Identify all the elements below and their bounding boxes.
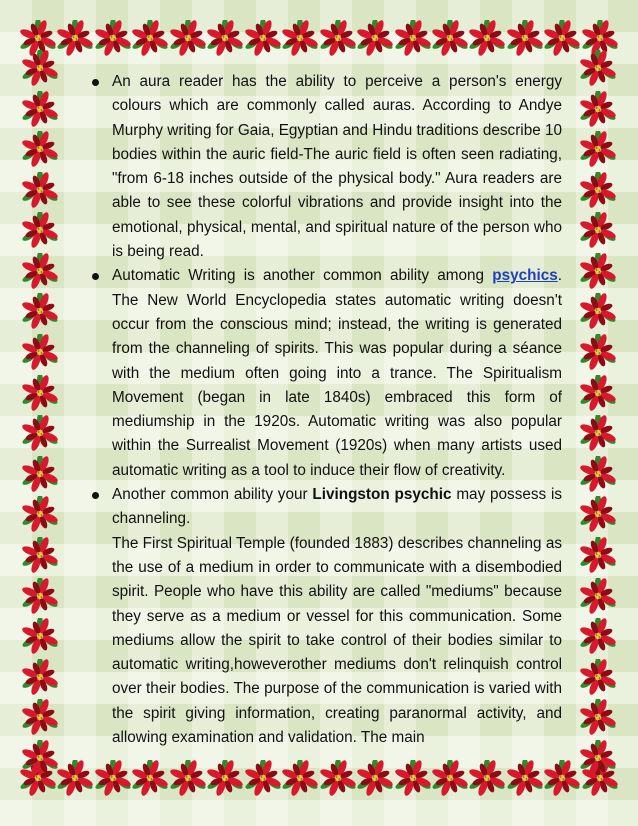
poinsettia-icon bbox=[580, 375, 616, 411]
poinsettia-icon bbox=[580, 212, 616, 248]
poinsettia-icon bbox=[22, 172, 58, 208]
poinsettia-icon bbox=[22, 618, 58, 654]
poinsettia-icon bbox=[580, 293, 616, 329]
poinsettia-icon bbox=[395, 760, 431, 796]
poinsettia-icon bbox=[170, 20, 206, 56]
border-right bbox=[578, 50, 618, 776]
poinsettia-icon bbox=[580, 740, 616, 776]
poinsettia-icon bbox=[22, 253, 58, 289]
poinsettia-icon bbox=[357, 760, 393, 796]
poinsettia-icon bbox=[580, 659, 616, 695]
poinsettia-icon bbox=[22, 375, 58, 411]
ability-list bbox=[92, 70, 562, 750]
poinsettia-icon bbox=[22, 91, 58, 127]
poinsettia-icon bbox=[22, 578, 58, 614]
poinsettia-icon bbox=[580, 456, 616, 492]
poinsettia-icon bbox=[469, 760, 505, 796]
channeling-intro: Another common ability your bbox=[112, 486, 313, 504]
poinsettia-icon bbox=[432, 20, 468, 56]
border-bottom bbox=[20, 760, 618, 800]
border-top bbox=[20, 20, 618, 60]
poinsettia-icon bbox=[357, 20, 393, 56]
poinsettia-icon bbox=[22, 537, 58, 573]
poinsettia-icon bbox=[22, 212, 58, 248]
poinsettia-icon bbox=[22, 334, 58, 370]
poinsettia-icon bbox=[57, 760, 93, 796]
poinsettia-icon bbox=[22, 456, 58, 492]
bullet-icon bbox=[92, 79, 99, 86]
poinsettia-icon bbox=[22, 496, 58, 532]
poinsettia-icon bbox=[580, 537, 616, 573]
poinsettia-icon bbox=[95, 760, 131, 796]
channeling-intro-end: may possess is channeling. bbox=[112, 486, 563, 528]
poinsettia-icon bbox=[22, 131, 58, 167]
poinsettia-icon bbox=[580, 91, 616, 127]
poinsettia-icon bbox=[580, 172, 616, 208]
automatic-writing-body: . The New World Encyclopedia states automatic writing doesn't occur from the conscious mind; instead, the writing is generated from the channeling of spirits. This was popular during a séance with the medium often going into a trance. The Spiritualism Movement (began in late 1840s) embraced this form of mediumship in the 1920s. Automatic writing was also popular within the Surrealist Movement (1920s) when many artists used automatic writing as a tool to induce their flow of creativity. bbox=[112, 267, 562, 479]
poinsettia-icon bbox=[320, 20, 356, 56]
poinsettia-icon bbox=[282, 20, 318, 56]
automatic-writing-intro: Automatic Writing is another common ability among bbox=[112, 267, 493, 285]
livingston-psychic-emphasis: Livingston psychic bbox=[312, 486, 452, 504]
poinsettia-icon bbox=[507, 760, 543, 796]
poinsettia-icon bbox=[132, 20, 168, 56]
psychics-link[interactable]: psychics bbox=[492, 267, 558, 285]
poinsettia-icon bbox=[207, 760, 243, 796]
poinsettia-icon bbox=[22, 293, 58, 329]
poinsettia-icon bbox=[580, 699, 616, 735]
poinsettia-icon bbox=[22, 740, 58, 776]
poinsettia-icon bbox=[544, 760, 580, 796]
poinsettia-icon bbox=[580, 496, 616, 532]
poinsettia-icon bbox=[170, 760, 206, 796]
poinsettia-icon bbox=[580, 131, 616, 167]
document-body bbox=[92, 70, 562, 750]
poinsettia-icon bbox=[580, 618, 616, 654]
poinsettia-icon bbox=[22, 50, 58, 86]
poinsettia-icon bbox=[580, 334, 616, 370]
poinsettia-icon bbox=[95, 20, 131, 56]
poinsettia-icon bbox=[207, 20, 243, 56]
poinsettia-icon bbox=[282, 760, 318, 796]
poinsettia-icon bbox=[580, 415, 616, 451]
channeling-paragraph: The First Spiritual Temple (founded 1883) describes channeling as the use of a medium in order to communicate with a disembodied spirit. People who have this ability are called "mediums" because they serve as a medium or vessel for this communication. Some mediums allow the spirit to take control of their bodies similar to automatic writing,howeverother mediums don't relinquish control over their bodies. The purpose of the communication is varied with the spirit giving information, creating paranormal activity, and allowing examination and validation. The main bbox=[112, 534, 562, 747]
bullet-icon bbox=[92, 273, 99, 280]
poinsettia-icon bbox=[22, 699, 58, 735]
poinsettia-icon bbox=[580, 50, 616, 86]
poinsettia-icon bbox=[580, 578, 616, 614]
list-item-aura-reading bbox=[92, 70, 562, 264]
poinsettia-icon bbox=[432, 760, 468, 796]
poinsettia-icon bbox=[57, 20, 93, 56]
bullet-icon bbox=[92, 492, 99, 499]
poinsettia-icon bbox=[245, 20, 281, 56]
border-left bbox=[20, 50, 60, 776]
poinsettia-icon bbox=[507, 20, 543, 56]
poinsettia-icon bbox=[544, 20, 580, 56]
poinsettia-icon bbox=[395, 20, 431, 56]
poinsettia-icon bbox=[580, 253, 616, 289]
list-item-automatic-writing bbox=[92, 264, 562, 483]
poinsettia-icon bbox=[245, 760, 281, 796]
poinsettia-icon bbox=[22, 659, 58, 695]
aura-paragraph: An aura reader has the ability to perceive a person's energy colours which are commonly called auras. According to Andye Murphy writing for Gaia, Egyptian and Hindu traditions describe 10 bodies within the auric field-The auric field is often seen radiating, "from 6-18 inches outside of the physical body." Aura readers are able to see these colorful vibrations and provide insight into the emotional, physical, mental, and spiritual nature of the person who is being read. bbox=[112, 73, 562, 261]
list-item-channeling bbox=[92, 483, 562, 750]
poinsettia-icon bbox=[320, 760, 356, 796]
poinsettia-icon bbox=[22, 415, 58, 451]
poinsettia-icon bbox=[132, 760, 168, 796]
poinsettia-icon bbox=[469, 20, 505, 56]
